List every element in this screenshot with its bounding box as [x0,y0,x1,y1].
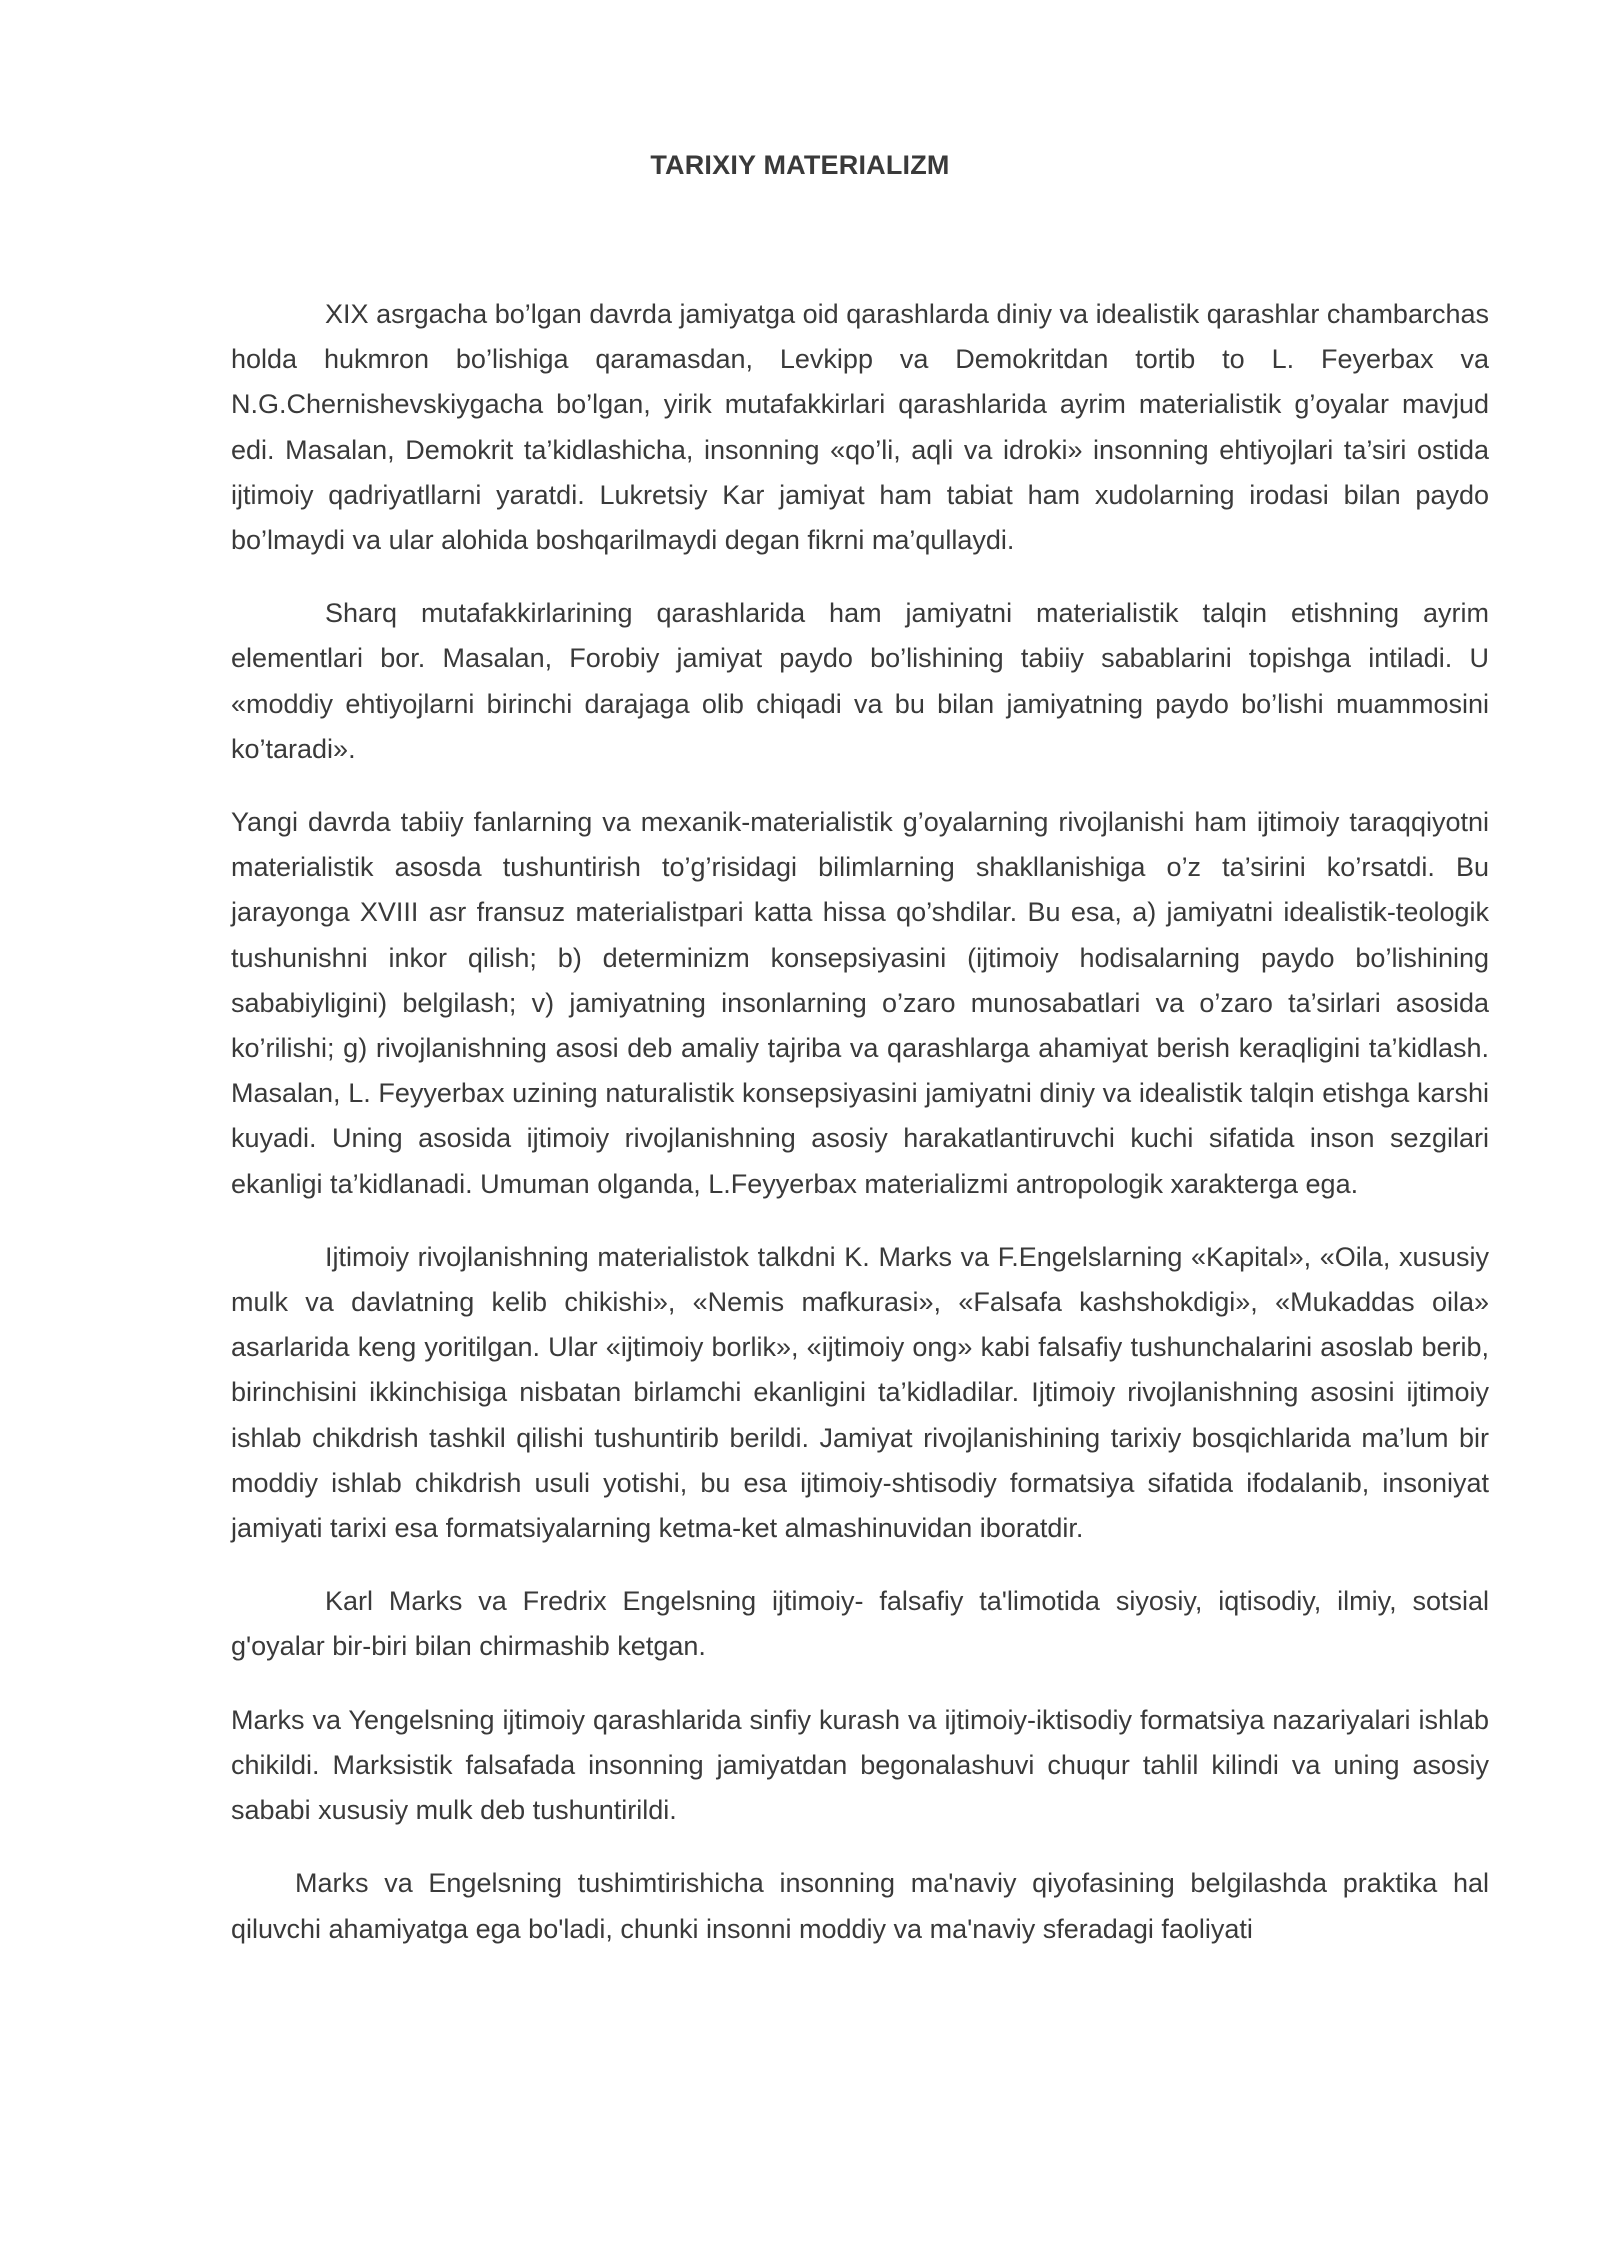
document-body [231,292,1489,1952]
paragraph: Marks va Engelsning tushimtirishicha insonning ma'naviy qiyofasining belgilashda praktika hal qiluvchi ahamiyatga ega bo'ladi, chunki insonni moddiy va ma'naviy sferadagi faoliyati [231,1868,1489,1944]
paragraph: XIX asrgacha bo’lgan davrda jamiyatga oid qarashlarda diniy va idealistik qarashlar chambarchas holda hukmron bo’lishiga qaramasdan, Levkipp va Demokritdan tortib to L. Feyerbax va N.G.Chernishevskiygacha bo’lgan, yirik mutafakkirlari qarashlarida ayrim materialistik g’oyalar mavjud edi. Masalan, Demokrit ta’kidlashicha, insonning «qo’li, aqli va idroki» insonning ehtiyojlari ta’siri ostida ijtimoiy qadriyatllarni yaratdi. Lukretsiy Kar jamiyat ham tabiat ham xudolarning irodasi bilan paydo bo’lmaydi va ular alohida boshqarilmaydi degan fikrni ma’qullaydi. [231,299,1489,556]
paragraph: Sharq mutafakkirlarining qarashlarida ham jamiyatni materialistik talqin etishning ayrim elementlari bor. Masalan, Forobiy jamiyat paydo bo’lishining tabiiy sabablarini topishga intiladi. U «moddiy ehtiyojlarni birinchi darajaga olib chiqadi va bu bilan jamiyatning paydo bo’lishi muammosini ko’taradi». [231,598,1489,764]
paragraph: Ijtimoiy rivojlanishning materialistok talkdni K. Marks va F.Engelslarning «Kapital», «Oila, xususiy mulk va davlatning kelib chikishi», «Nemis mafkurasi», «Falsafa kashshokdigi», «Mukaddas oila» asarlarida keng yoritilgan. Ular «ijtimoiy borlik», «ijtimoiy ong» kabi falsafiy tushunchalarini asoslab berib, birinchisini ikkinchisiga nisbatan birlamchi ekanligini ta’kidladilar. Ijtimoiy rivojlanishning asosini ijtimoiy ishlab chikdrish tashkil qilishi tushuntirib berildi. Jamiyat rivojlanishining tarixiy bosqichlarida ma’lum bir moddiy ishlab chikdrish usuli yotishi, bu esa ijtimoiy-shtisodiy formatsiya sifatida ifodalanib, insoniyat jamiyati tarixi esa formatsiyalarning ketma-ket almashinuvidan iboratdir. [231,1241,1489,1544]
document-title: TARIXIY MATERIALIZM [650,150,950,180]
paragraph: Marks va Yengelsning ijtimoiy qarashlarida sinfiy kurash va ijtimoiy-iktisodiy formatsiya nazariyalari ishlab chikildi. Marksistik falsafada insonning jamiyatdan begonalashuvi chuqur tahlil kilindi va uning asosiy sababi xususiy mulk deb tushuntirildi. [231,1704,1489,1826]
paragraph: Karl Marks va Fredrix Engelsning ijtimoiy- falsafiy ta'limotida siyosiy, iqtisodiy, ilmiy, sotsial g'oyalar bir-biri bilan chirmashib ketgan. [231,1586,1489,1662]
paragraph: Yangi davrda tabiiy fanlarning va mexanik-materialistik g’oyalarning rivojlanishi ham ijtimoiy taraqqiyotni materialistik asosda tushuntirish to’g’risidagi bilimlarning shakllanishiga o’z ta’sirini ko’rsatdi. Bu jarayonga XVIII asr fransuz materialistpari katta hissa qo’shdilar. Bu esa, a) jamiyatni idealistik-teologik tushunishni inkor qilish; b) determinizm konsepsiyasini (ijtimoiy hodisalarning paydo bo’lishining sababiyligini) belgilash; v) jamiyatning insonlarning o’zaro munosabatlari va o’zaro ta’sirlari asosida ko’rilishi; g) rivojlanishning asosi deb amaliy tajriba va qarashlarga ahamiyat berish keraqligini ta’kidlash. Masalan, L. Feyyerbax uzining naturalistik konsepsiyasini jamiyatni diniy va idealistik talqin etishga karshi kuyadi. Uning asosida ijtimoiy rivojlanishning asosiy harakatlantiruvchi kuchi sifatida inson sezgilari ekanligi ta’kidlanadi. Umuman olganda, L.Feyyerbax materializmi antropologik xarakterga ega. [231,807,1489,1199]
